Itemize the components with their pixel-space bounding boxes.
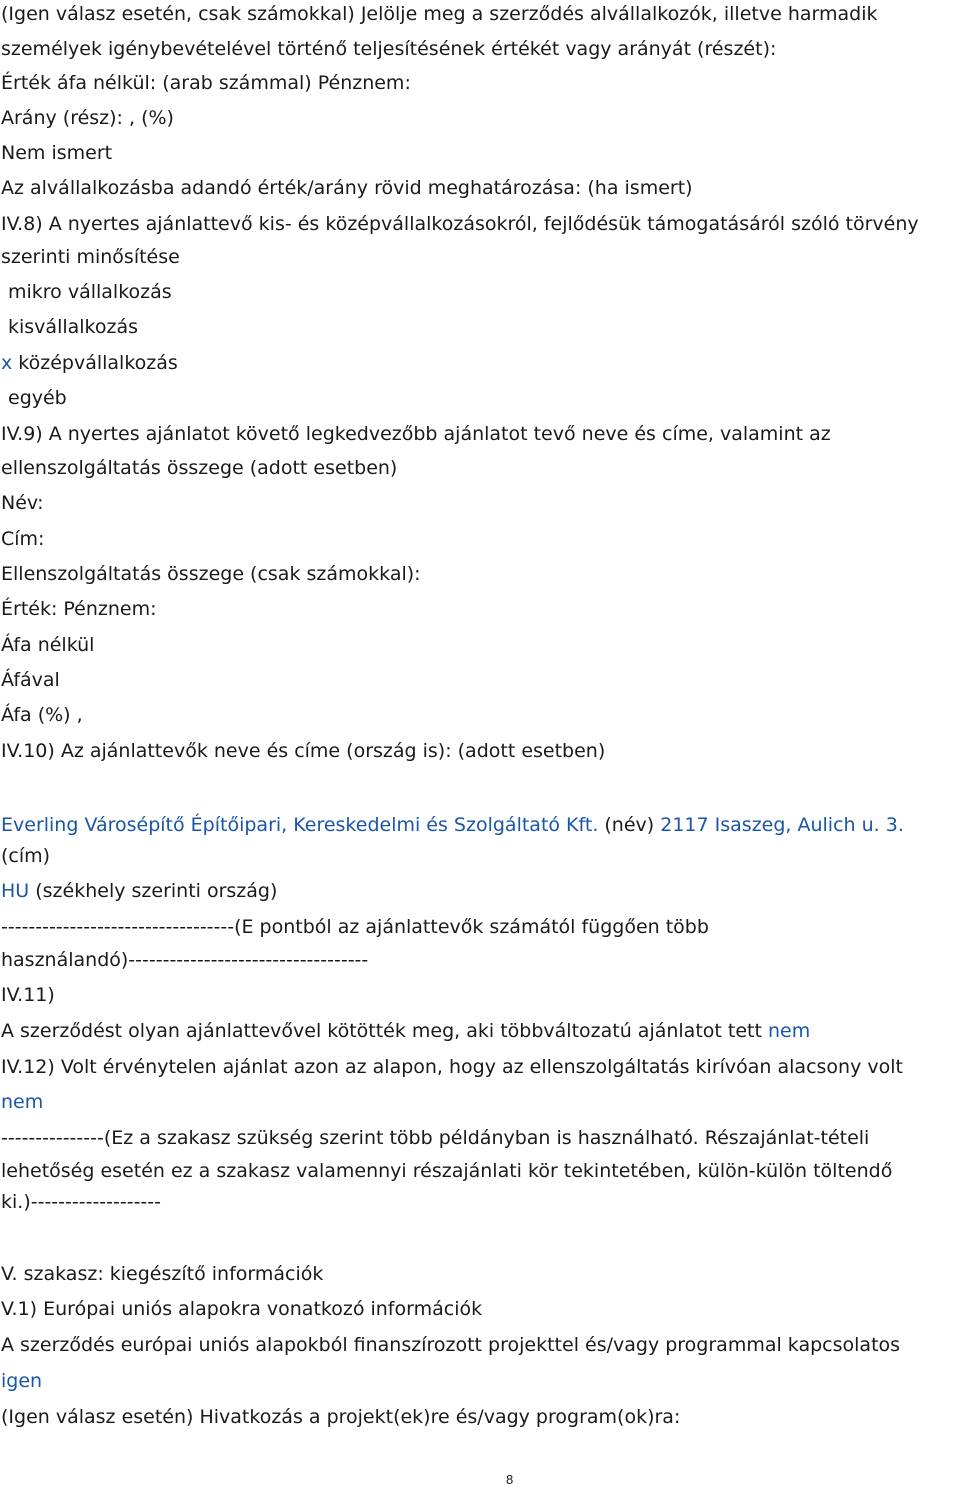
bidder-name-tag: (név): [598, 814, 661, 836]
section-heading: V. szakasz: kiegészítő információk: [1, 1263, 324, 1285]
variant-line: [1, 1022, 810, 1041]
text-line: Érték áfa nélkül: (arab számmal) Pénznem:: [1, 72, 411, 94]
text-line: ellenszolgáltatás összege (adott esetben): [1, 457, 398, 479]
text-line: Ellenszolgáltatás összege (csak számokkal):: [1, 563, 421, 585]
text-line: ki.)-------------------: [1, 1191, 161, 1213]
option-medium-label: középvállalkozás: [18, 352, 178, 374]
answer-value: igen: [1, 1370, 43, 1392]
text-line: Áfa nélkül: [1, 634, 95, 656]
bidder-address: 2117 Isaszeg, Aulich u. 3.: [660, 814, 904, 836]
answer-value: nem: [1, 1091, 44, 1113]
separator-line: használandó)-----------------------------------: [1, 949, 369, 971]
text-line: (cím): [1, 845, 51, 867]
option-micro: mikro vállalkozás: [8, 281, 172, 303]
text-line: Nem ismert: [1, 142, 113, 164]
text-line: lehetőség esetén ez a szakasz valamennyi részajánlati kör tekintetében, külön-külön töltendő: [1, 1160, 893, 1182]
field-label-address: Cím:: [1, 528, 45, 550]
option-other: egyéb: [8, 387, 67, 409]
selected-mark: x: [1, 352, 13, 374]
text-line: szerinti minősítése: [1, 246, 180, 268]
section-heading: IV.10) Az ajánlattevők neve és címe (ország is): (adott esetben): [1, 740, 606, 762]
option-medium: [1, 354, 178, 373]
country-code: HU: [1, 880, 30, 902]
section-heading: V.1) Európai uniós alapokra vonatkozó információk: [1, 1298, 483, 1320]
country-label: (székhely szerinti ország): [29, 880, 278, 902]
text-line: Áfával: [1, 669, 60, 691]
field-label-name: Név:: [1, 492, 44, 514]
text-line: Az alvállalkozásba adandó érték/arány rövid meghatározása: (ha ismert): [1, 177, 693, 199]
section-heading: IV.8) A nyertes ajánlattevő kis- és középvállalkozásokról, fejlődésük támogatásáról szóló törvény: [1, 213, 919, 235]
text-line: ---------------(Ez a szakasz szükség szerint több példányban is használható. Részajánlat-tételi: [1, 1127, 870, 1149]
text-line: Arány (rész): , (%): [1, 107, 174, 129]
section-heading: IV.9) A nyertes ajánlatot követő legkedvezőbb ajánlatot tevő neve és címe, valamint az: [1, 423, 831, 445]
text-line: (Igen válasz esetén, csak számokkal) Jelölje meg a szerződés alvállalkozók, illetve harmadik: [1, 3, 878, 25]
text-line: A szerződés európai uniós alapokból finanszírozott projekttel és/vagy programmal kapcsolatos: [1, 1334, 901, 1356]
text-line: személyek igénybevételével történő teljesítésének értékét vagy arányát (részét):: [1, 38, 777, 60]
section-heading: IV.11): [1, 984, 55, 1006]
variant-answer: nem: [767, 1020, 811, 1042]
section-heading: IV.12) Volt érvénytelen ajánlat azon az alapon, hogy az ellenszolgáltatás kirívóan alacsony volt: [1, 1056, 903, 1078]
variant-question: A szerződést olyan ajánlattevővel kötötték meg, aki többváltozatú ajánlatot tett: [1, 1020, 768, 1042]
text-line: (Igen válasz esetén) Hivatkozás a projekt(ek)re és/vagy program(ok)ra:: [1, 1406, 681, 1428]
bidder-line: [1, 816, 904, 835]
option-small: kisvállalkozás: [8, 316, 139, 338]
bidder-name: Everling Városépítő Építőipari, Kereskedelmi és Szolgáltató Kft.: [1, 814, 599, 836]
country-line: [1, 882, 277, 901]
page-number: 8: [506, 1472, 514, 1487]
separator-line: ----------------------------------(E pontból az ajánlattevők számától függően több: [1, 916, 709, 938]
text-line: Érték: Pénznem:: [1, 598, 157, 620]
text-line: Áfa (%) ,: [1, 704, 83, 726]
